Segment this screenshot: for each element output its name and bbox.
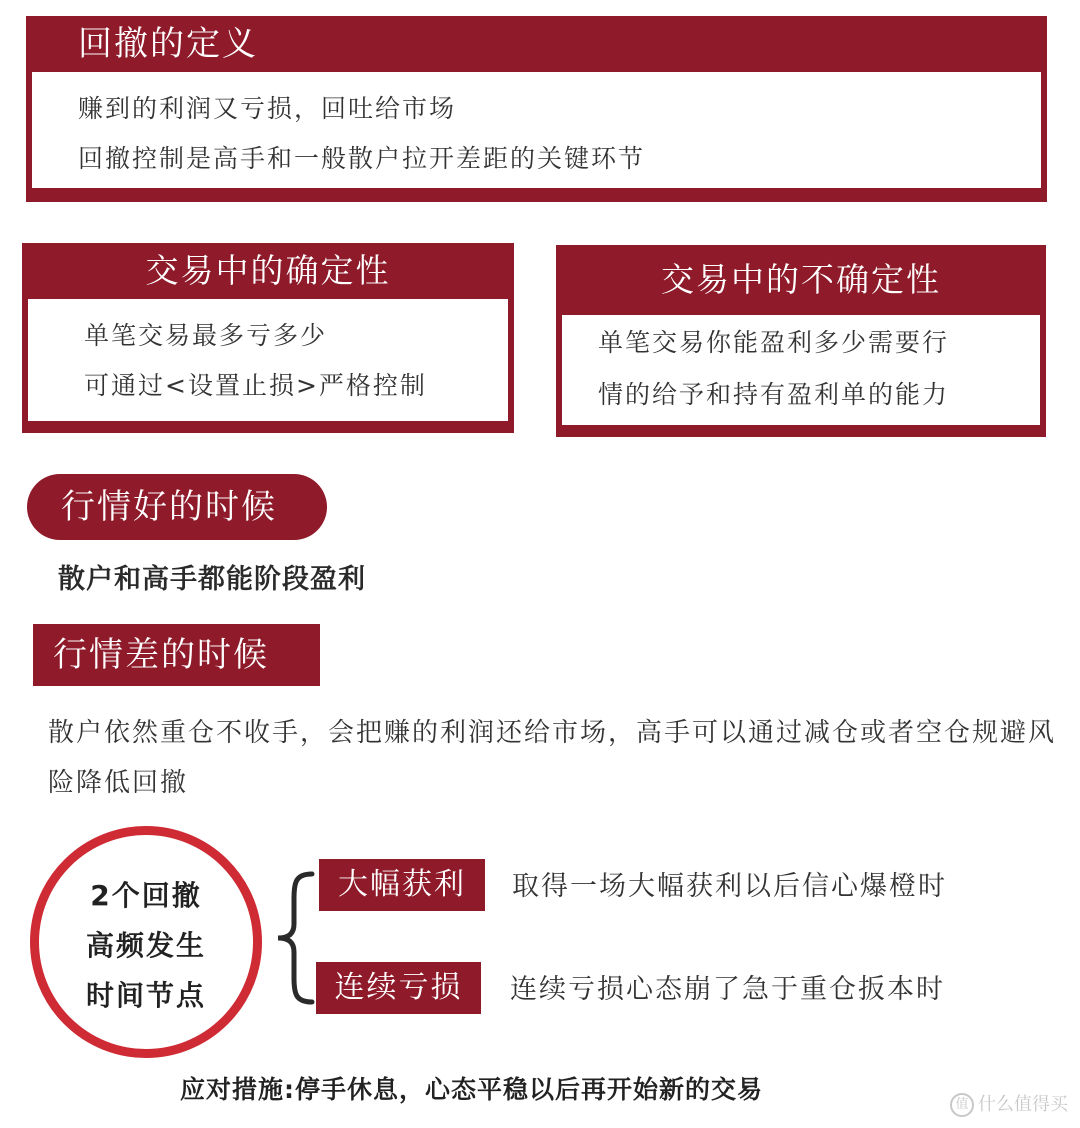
definition-title: 回撤的定义 xyxy=(78,24,258,64)
tag-consecutive-loss-desc: 连续亏损心态崩了急于重仓扳本时 xyxy=(510,974,945,1005)
good-market-text: 散户和高手都能阶段盈利 xyxy=(58,564,366,595)
circle-line: 时间节点 xyxy=(85,979,206,1012)
uncertainty-body xyxy=(562,315,1040,425)
circle-line: 高频发生 xyxy=(85,929,206,962)
definition-box xyxy=(26,16,1047,202)
uncertainty-box xyxy=(556,245,1046,437)
certainty-box xyxy=(22,243,514,433)
bad-market-text: 散户依然重仓不收手，会把赚的利润还给市场，高手可以通过减仓或者空仓规避风险降低回撤 xyxy=(48,718,1057,798)
watermark xyxy=(950,1090,1068,1120)
bad-market-label: 行情差的时候 xyxy=(33,624,320,686)
watermark-text: 什么值得买 xyxy=(978,1094,1068,1115)
good-market-label: 行情好的时候 xyxy=(27,474,327,540)
certainty-line: 单笔交易最多亏多少 xyxy=(84,321,328,350)
watermark-logo-icon: 值 xyxy=(950,1093,974,1117)
uncertainty-line: 情的给予和持有盈利单的能力 xyxy=(598,380,950,409)
definition-body xyxy=(32,72,1041,188)
circle-line: 2个回撤 xyxy=(90,879,202,912)
tag-big-profit: 大幅获利 xyxy=(319,859,485,911)
countermeasure-footer: 应对措施:停手休息，心态平稳以后再开始新的交易 xyxy=(180,1075,763,1104)
certainty-title: 交易中的确定性 xyxy=(145,251,391,290)
tag-big-profit-desc: 取得一场大幅获利以后信心爆橙时 xyxy=(512,871,947,902)
drawdown-timing-circle xyxy=(30,826,262,1058)
definition-line: 赚到的利润又亏损，回吐给市场 xyxy=(78,94,457,123)
uncertainty-line: 单笔交易你能盈利多少需要行 xyxy=(598,328,950,357)
certainty-line: 可通过<设置止损>严格控制 xyxy=(84,371,427,400)
certainty-body xyxy=(28,299,508,421)
tag-consecutive-loss: 连续亏损 xyxy=(316,962,481,1014)
curly-brace-icon xyxy=(268,868,320,1008)
uncertainty-title: 交易中的不确定性 xyxy=(661,260,941,299)
definition-line: 回撤控制是高手和一般散户拉开差距的关键环节 xyxy=(78,144,646,173)
